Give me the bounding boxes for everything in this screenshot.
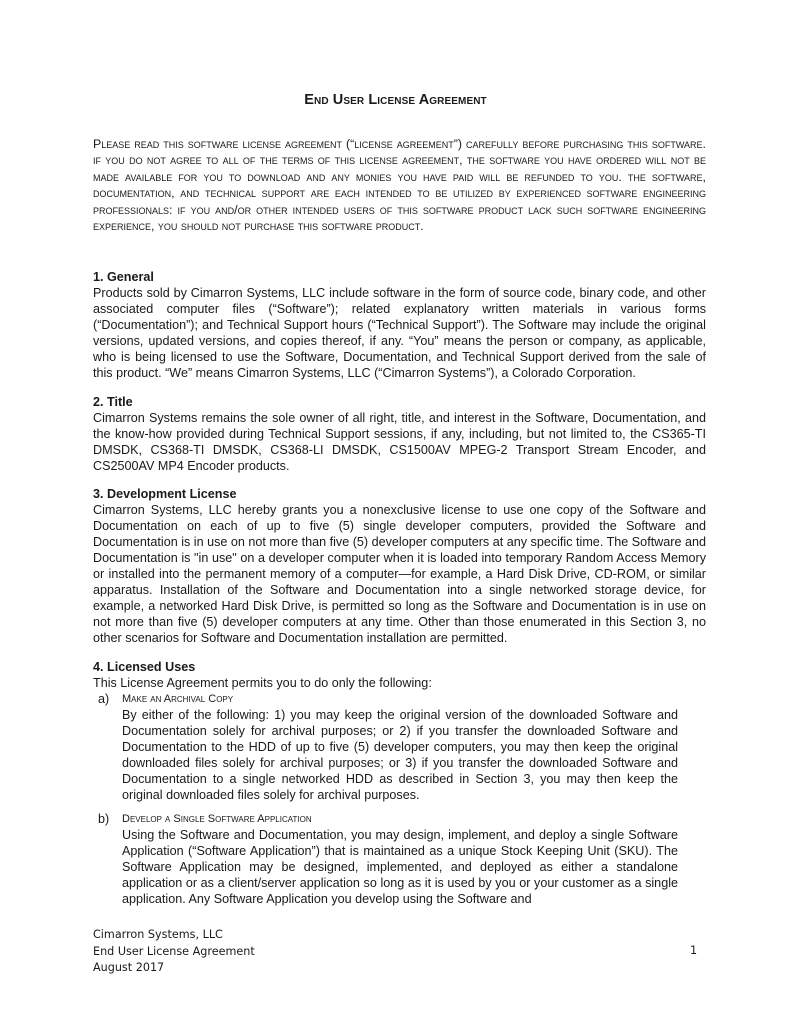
section-licensed-uses bbox=[93, 659, 706, 907]
document-title: End User License Agreement bbox=[304, 92, 487, 108]
section-general bbox=[93, 269, 706, 381]
page-footer bbox=[93, 927, 255, 977]
section-heading: 1. General bbox=[93, 270, 154, 284]
footer-date: August 2017 bbox=[93, 961, 165, 974]
section-heading: 3. Development License bbox=[93, 487, 237, 501]
item-marker: a) bbox=[98, 692, 110, 706]
section-heading: 2. Title bbox=[93, 395, 133, 409]
page-number: 1 bbox=[690, 944, 698, 957]
section-body: This License Agreement permits you to do only the following: bbox=[93, 676, 432, 690]
licensed-use-item bbox=[93, 811, 706, 907]
item-heading: Make an Archival Copy bbox=[122, 693, 234, 705]
item-marker: b) bbox=[98, 812, 110, 826]
section-heading: 4. Licensed Uses bbox=[93, 660, 196, 674]
footer-document-name: End User License Agreement bbox=[93, 944, 255, 958]
preamble-paragraph: Please read this software license agreement (“license agreement”) carefully before purchasing this software. if you do not agree to all of the terms of this license agreement, the software you have ordered will not be made available for you to download and any monies you have paid will be refunded to you. the software, documentation, and technical support are each intended to be utilized by experienced software engineering professionals: if you and/or other intended users of this software product lack such software engineering experience, you should not purchase this software product. bbox=[93, 137, 706, 234]
footer-company: Cimarron Systems, LLC bbox=[93, 928, 223, 941]
section-body: Cimarron Systems, LLC hereby grants you a nonexclusive license to use one copy of the Software and Documentation on each of up to five (5) single developer computers, provided the Software and Documentation is in use on not more than five (5) developer computers at any specific time. The Software and Documentation is "in use" on a developer computer when it is loaded into temporary Random Access Memory or installed into the permanent memory of a computer—for example, a Hard Disk Drive, CD-ROM, or similar apparatus. Installation of the Software and Documentation into a single networked storage device, for example, a networked Hard Disk Drive, is permitted so long as the Software and Documentation is in use on not more than five (5) developer computers at any time. Other than those enumerated in this Section 3, no other scenarios for Software and Documentation installation are permitted. bbox=[93, 503, 706, 645]
item-body: Using the Software and Documentation, you may design, implement, and deploy a single Software Application (“Software Application”) that is maintained as a unique Stock Keeping Unit (SKU). The Software Application may be designed, implemented, and deployed as either a standalone application or as a client/server application so long as it is used by you or your customer as a single application. Any Software Application you develop using the Software and bbox=[122, 828, 678, 906]
item-heading: Develop a Single Software Application bbox=[122, 813, 312, 825]
section-title bbox=[93, 394, 706, 474]
section-body: Cimarron Systems remains the sole owner of all right, title, and interest in the Software, Documentation, and the know-how provided during Technical Support sessions, if any, including, but not limited to, the CS365-TI DMSDK, CS368-TI DMSDK, CS368-LI DMSDK, CS1500AV MPEG-2 Transport Stream Encoder, and CS2500AV MP4 Encoder products. bbox=[93, 411, 706, 473]
licensed-use-item bbox=[93, 691, 706, 803]
section-development-license bbox=[93, 486, 706, 646]
item-body: By either of the following: 1) you may keep the original version of the downloaded Software and Documentation solely for archival purposes; or 2) if you transfer the downloaded Software and Documentation to the HDD of up to five (5) developer computers, you may then keep the original downloaded files solely for archival purposes; or 3) if you transfer the downloaded Software and Documentation to a single networked HDD as described in Section 3, you may then keep the original downloaded files solely for archival purposes. bbox=[122, 708, 678, 802]
section-body: Products sold by Cimarron Systems, LLC include software in the form of source code, binary code, and other associated computer files (“Software”); related explanatory written materials in various forms (“Documentation”); and Technical Support hours (“Technical Support”). The Software may include the original versions, updated versions, and copies thereof, if any. “You” means the person or company, as applicable, who is being licensed to use the Software, Documentation, and Technical Support derived from the sale of this product. “We” means Cimarron Systems, LLC (“Cimarron Systems”), a Colorado Corporation. bbox=[93, 286, 706, 380]
